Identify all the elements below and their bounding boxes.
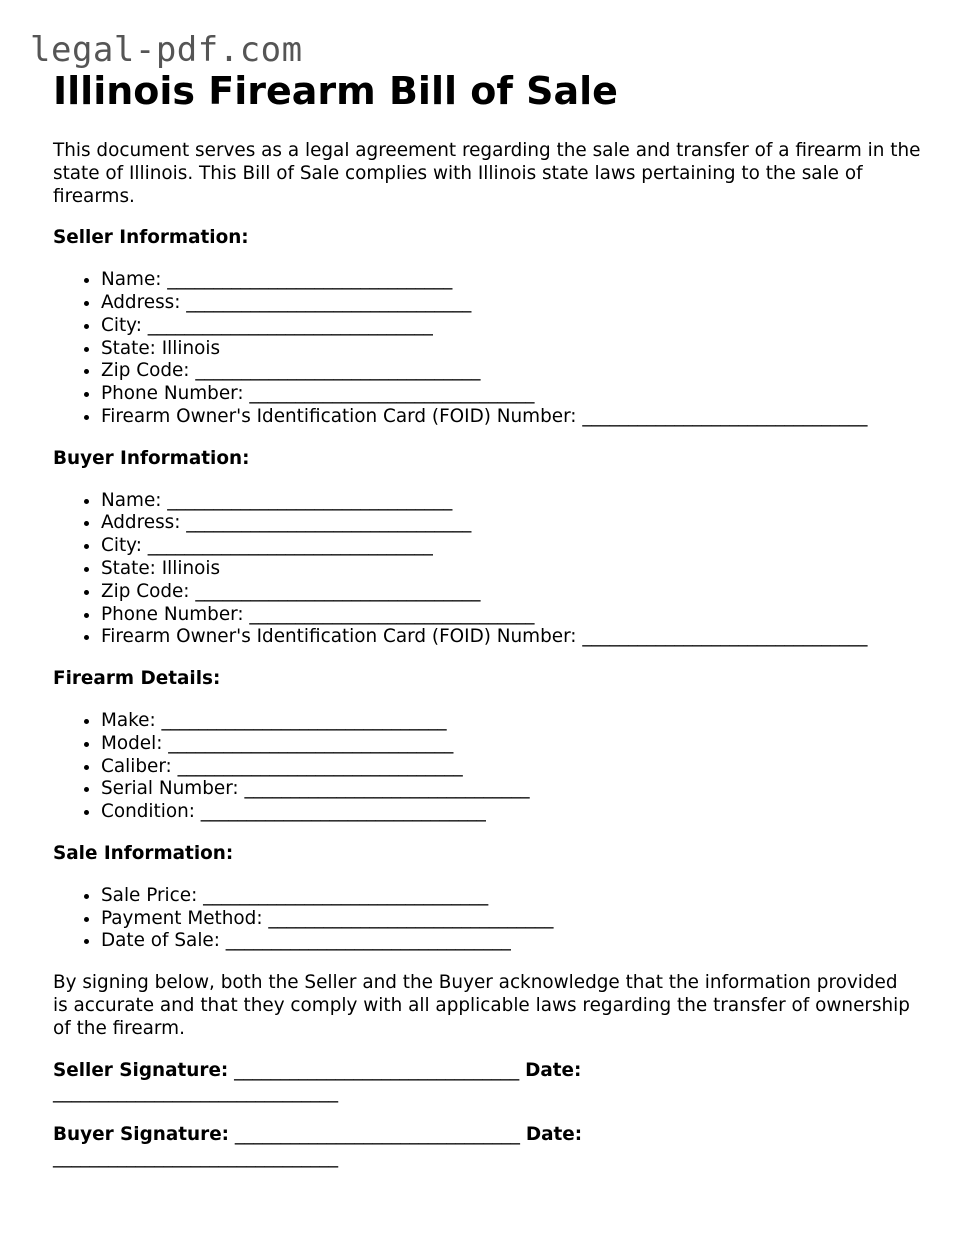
seller-foid-field: • Firearm Owner's Identification Card (FOID) Number: _______________________________ [101,406,933,429]
buyer-city-field: • City: _______________________________ [101,535,933,558]
buyer-date-line: _______________________________ [53,1146,339,1168]
firearm-heading: Firearm Details: [53,668,221,690]
buyer-signature-block [53,1124,673,1170]
seller-city-field: • City: _______________________________ [101,315,933,338]
firearm-model-field: • Model: _______________________________ [101,733,933,756]
buyer-signature-label: Buyer Signature: [53,1124,230,1146]
sale-price-field: • Sale Price: _______________________________ [101,885,933,908]
sale-field-list [53,885,933,953]
seller-date-label: Date: [525,1059,582,1081]
firearm-caliber-field: • Caliber: _______________________________ [101,756,933,779]
seller-name-field: • Name: _______________________________ [101,269,933,292]
firearm-make-field: • Make: _______________________________ [101,710,933,733]
seller-signature-block [53,1060,673,1106]
seller-signature-label: Seller Signature: [53,1059,229,1081]
buyer-address-field: • Address: _______________________________ [101,512,933,535]
firearm-serial-field: • Serial Number: _______________________________ [101,778,933,801]
seller-state-field: • State: Illinois [101,338,933,361]
buyer-heading: Buyer Information: [53,447,250,469]
buyer-zip-field: • Zip Code: _______________________________ [101,581,933,604]
firearm-field-list [53,710,933,824]
sale-heading: Sale Information: [53,842,234,864]
watermark: legal-pdf.com [30,30,303,70]
closing-paragraph: By signing below, both the Seller and the Buyer acknowledge that the information provided is accurate and that they comply with all applicable laws regarding the transfer of ownership of the firearm. [53,972,910,1039]
seller-phone-field: • Phone Number: _______________________________ [101,383,933,406]
buyer-phone-field: • Phone Number: _______________________________ [101,604,933,627]
intro-paragraph: This document serves as a legal agreement regarding the sale and transfer of a firearm in the state of Illinois. This Bill of Sale complies with Illinois state laws pertaining to the sale of firearms. [53,140,921,207]
buyer-signature-line: _______________________________ [234,1124,520,1146]
payment-method-field: • Payment Method: _______________________________ [101,908,933,931]
seller-heading: Seller Information: [53,227,249,249]
document-title: Illinois Firearm Bill of Sale [53,69,618,113]
firearm-condition-field: • Condition: _______________________________ [101,801,933,824]
buyer-field-list [53,490,933,650]
buyer-state-field: • State: Illinois [101,558,933,581]
buyer-foid-field: • Firearm Owner's Identification Card (FOID) Number: _______________________________ [101,626,933,649]
seller-field-list [53,269,933,429]
sale-date-field: • Date of Sale: _______________________________ [101,930,933,953]
seller-address-field: • Address: _______________________________ [101,292,933,315]
seller-zip-field: • Zip Code: _______________________________ [101,360,933,383]
seller-signature-line: _______________________________ [234,1059,520,1081]
buyer-date-label: Date: [525,1124,583,1146]
document-body [53,66,933,1170]
seller-date-line: _______________________________ [53,1082,339,1104]
buyer-name-field: • Name: _______________________________ [101,490,933,513]
